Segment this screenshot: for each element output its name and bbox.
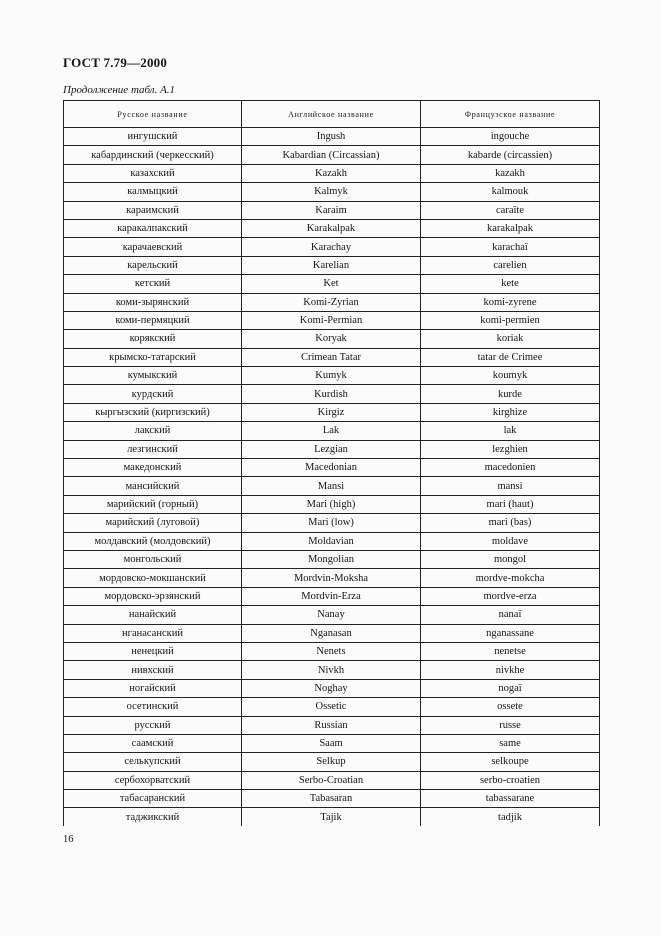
cell-russian-name: саамский	[64, 734, 242, 752]
table-row	[64, 238, 600, 256]
cell-russian-name: казахский	[64, 164, 242, 182]
table-row	[64, 275, 600, 293]
cell-french-name: koriak	[421, 330, 600, 348]
table-header	[64, 101, 600, 128]
cell-english-name: Komi-Zyrian	[242, 293, 421, 311]
table-row	[64, 164, 600, 182]
cell-french-name: nogaï	[421, 679, 600, 697]
cell-russian-name: марийский (горный)	[64, 495, 242, 513]
table-row	[64, 661, 600, 679]
cell-russian-name: лакский	[64, 422, 242, 440]
cell-french-name: kirghize	[421, 403, 600, 421]
cell-french-name: mordve-erza	[421, 587, 600, 605]
cell-russian-name: лезгинский	[64, 440, 242, 458]
cell-french-name: mari (haut)	[421, 495, 600, 513]
table-row	[64, 183, 600, 201]
cell-russian-name: кабардинский (черкесский)	[64, 146, 242, 164]
cell-russian-name: мордовско-эрзянский	[64, 587, 242, 605]
cell-russian-name: нанайский	[64, 606, 242, 624]
cell-english-name: Karelian	[242, 256, 421, 274]
cell-french-name: serbo-croatien	[421, 771, 600, 789]
cell-english-name: Nivkh	[242, 661, 421, 679]
cell-english-name: Kabardian (Circassian)	[242, 146, 421, 164]
cell-french-name: kete	[421, 275, 600, 293]
cell-french-name: karakalpak	[421, 219, 600, 237]
cell-english-name: Lezgian	[242, 440, 421, 458]
cell-russian-name: молдавский (молдовский)	[64, 532, 242, 550]
cell-french-name: mongol	[421, 550, 600, 568]
cell-french-name: ingouche	[421, 128, 600, 146]
cell-russian-name: кумыкский	[64, 367, 242, 385]
cell-russian-name: карельский	[64, 256, 242, 274]
cell-english-name: Koryak	[242, 330, 421, 348]
cell-french-name: tatar de Crimee	[421, 348, 600, 366]
column-header-french: Французское название	[421, 101, 600, 128]
cell-english-name: Ingush	[242, 128, 421, 146]
cell-english-name: Karachay	[242, 238, 421, 256]
cell-russian-name: коми-пермяцкий	[64, 311, 242, 329]
cell-english-name: Karakalpak	[242, 219, 421, 237]
cell-english-name: Nanay	[242, 606, 421, 624]
cell-russian-name: кыргызский (киргизский)	[64, 403, 242, 421]
cell-french-name: mari (bas)	[421, 514, 600, 532]
page-number: 16	[63, 834, 74, 845]
table-row	[64, 587, 600, 605]
cell-english-name: Macedonian	[242, 459, 421, 477]
cell-french-name: tadjik	[421, 808, 600, 826]
cell-english-name: Tajik	[242, 808, 421, 826]
cell-french-name: selkoupe	[421, 753, 600, 771]
cell-russian-name: монгольский	[64, 550, 242, 568]
cell-russian-name: селькупский	[64, 753, 242, 771]
cell-english-name: Kazakh	[242, 164, 421, 182]
cell-russian-name: таджикский	[64, 808, 242, 826]
cell-russian-name: калмыцкий	[64, 183, 242, 201]
table-row	[64, 808, 600, 826]
table-row	[64, 716, 600, 734]
cell-english-name: Lak	[242, 422, 421, 440]
cell-french-name: nivkhe	[421, 661, 600, 679]
table-header-row	[64, 101, 600, 128]
table-row	[64, 440, 600, 458]
cell-english-name: Ossetic	[242, 698, 421, 716]
cell-english-name: Komi-Permian	[242, 311, 421, 329]
cell-english-name: Mari (low)	[242, 514, 421, 532]
cell-english-name: Serbo-Croatian	[242, 771, 421, 789]
cell-russian-name: ногайский	[64, 679, 242, 697]
cell-russian-name: мордовско-мокшанский	[64, 569, 242, 587]
cell-french-name: lezghien	[421, 440, 600, 458]
cell-french-name: komi-permien	[421, 311, 600, 329]
cell-russian-name: корякский	[64, 330, 242, 348]
column-header-english: Английское название	[242, 101, 421, 128]
table-row	[64, 403, 600, 421]
cell-russian-name: ингушский	[64, 128, 242, 146]
table-row	[64, 128, 600, 146]
cell-french-name: ossete	[421, 698, 600, 716]
table-row	[64, 459, 600, 477]
cell-english-name: Kumyk	[242, 367, 421, 385]
cell-french-name: nenetse	[421, 642, 600, 660]
cell-french-name: lak	[421, 422, 600, 440]
cell-french-name: koumyk	[421, 367, 600, 385]
table-row	[64, 790, 600, 808]
table-row	[64, 367, 600, 385]
cell-english-name: Crimean Tatar	[242, 348, 421, 366]
table-row	[64, 495, 600, 513]
cell-russian-name: коми-зырянский	[64, 293, 242, 311]
cell-russian-name: марийский (луговой)	[64, 514, 242, 532]
table-row	[64, 348, 600, 366]
table-row	[64, 146, 600, 164]
column-header-russian: Русское название	[64, 101, 242, 128]
cell-english-name: Moldavian	[242, 532, 421, 550]
table-row	[64, 734, 600, 752]
table-row	[64, 219, 600, 237]
cell-russian-name: нивхский	[64, 661, 242, 679]
table-row	[64, 477, 600, 495]
table-row	[64, 532, 600, 550]
cell-french-name: tabassarane	[421, 790, 600, 808]
table-body	[64, 128, 600, 826]
table-row	[64, 771, 600, 789]
table-row	[64, 330, 600, 348]
cell-russian-name: македонский	[64, 459, 242, 477]
table-row	[64, 753, 600, 771]
table-row	[64, 698, 600, 716]
languages-table	[63, 100, 600, 826]
cell-french-name: kazakh	[421, 164, 600, 182]
cell-french-name: same	[421, 734, 600, 752]
cell-russian-name: сербохорватский	[64, 771, 242, 789]
table-row	[64, 311, 600, 329]
cell-english-name: Saam	[242, 734, 421, 752]
cell-french-name: kurde	[421, 385, 600, 403]
cell-english-name: Mongolian	[242, 550, 421, 568]
cell-russian-name: русский	[64, 716, 242, 734]
cell-english-name: Noghay	[242, 679, 421, 697]
cell-french-name: nanaï	[421, 606, 600, 624]
cell-french-name: karachaï	[421, 238, 600, 256]
cell-english-name: Nganasan	[242, 624, 421, 642]
table-row	[64, 385, 600, 403]
cell-russian-name: ненецкий	[64, 642, 242, 660]
table-row	[64, 550, 600, 568]
cell-english-name: Mordvin-Moksha	[242, 569, 421, 587]
cell-french-name: komi-zyrene	[421, 293, 600, 311]
table-row	[64, 514, 600, 532]
cell-french-name: russe	[421, 716, 600, 734]
table-row	[64, 642, 600, 660]
table-row	[64, 569, 600, 587]
cell-russian-name: табасаранский	[64, 790, 242, 808]
cell-english-name: Kirgiz	[242, 403, 421, 421]
cell-english-name: Nenets	[242, 642, 421, 660]
cell-russian-name: осетинский	[64, 698, 242, 716]
table-row	[64, 422, 600, 440]
table-row	[64, 679, 600, 697]
cell-english-name: Russian	[242, 716, 421, 734]
table-row	[64, 293, 600, 311]
table-row	[64, 256, 600, 274]
cell-french-name: macedonien	[421, 459, 600, 477]
cell-english-name: Mari (high)	[242, 495, 421, 513]
cell-english-name: Ket	[242, 275, 421, 293]
cell-english-name: Kurdish	[242, 385, 421, 403]
cell-english-name: Karaim	[242, 201, 421, 219]
cell-english-name: Mansi	[242, 477, 421, 495]
cell-french-name: mordve-mokcha	[421, 569, 600, 587]
cell-french-name: kabarde (circassien)	[421, 146, 600, 164]
cell-russian-name: караимский	[64, 201, 242, 219]
cell-french-name: mansi	[421, 477, 600, 495]
document-header: ГОСТ 7.79—2000	[63, 55, 168, 70]
table-row	[64, 201, 600, 219]
cell-russian-name: карачаевский	[64, 238, 242, 256]
cell-russian-name: курдский	[64, 385, 242, 403]
table-caption: Продолжение табл. А.1	[63, 84, 176, 96]
cell-russian-name: нганасанский	[64, 624, 242, 642]
cell-english-name: Tabasaran	[242, 790, 421, 808]
cell-russian-name: кетский	[64, 275, 242, 293]
cell-english-name: Mordvin-Erza	[242, 587, 421, 605]
cell-russian-name: мансийский	[64, 477, 242, 495]
cell-french-name: nganassane	[421, 624, 600, 642]
cell-russian-name: каракалпакский	[64, 219, 242, 237]
cell-russian-name: крымско-татарский	[64, 348, 242, 366]
table-row	[64, 606, 600, 624]
cell-english-name: Selkup	[242, 753, 421, 771]
cell-french-name: carelien	[421, 256, 600, 274]
cell-french-name: moldave	[421, 532, 600, 550]
cell-french-name: kalmouk	[421, 183, 600, 201]
cell-french-name: caraïte	[421, 201, 600, 219]
table-row	[64, 624, 600, 642]
cell-english-name: Kalmyk	[242, 183, 421, 201]
